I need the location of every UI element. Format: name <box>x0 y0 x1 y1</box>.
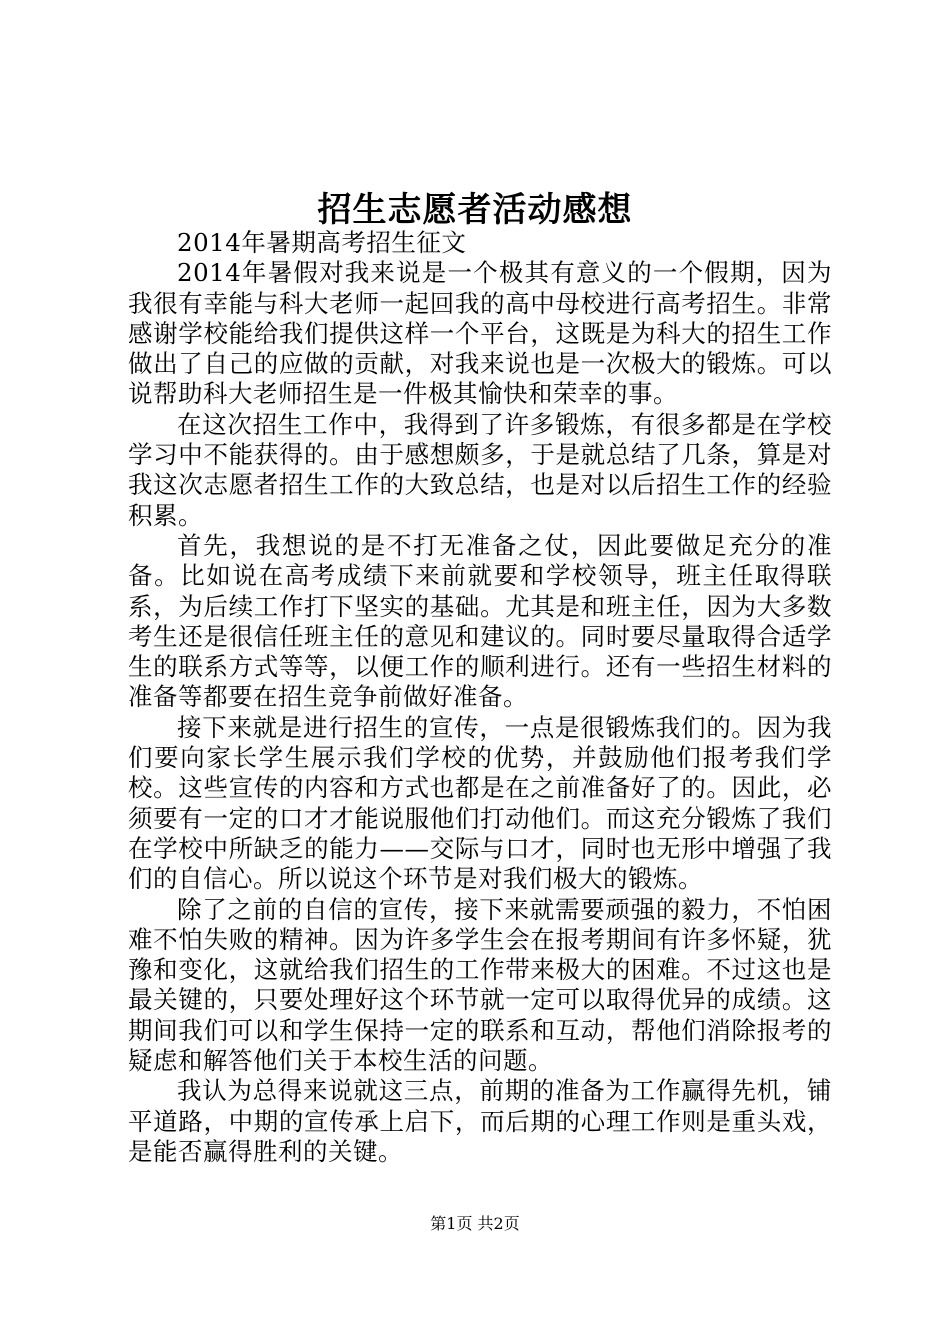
paragraph: 首先，我想说的是不打无准备之仗，因此要做足充分的准备。比如说在高考成绩下来前就要和学校领导，班主任取得联系，为后续工作打下坚实的基础。尤其是和班主任，因为大多数考生还是很信任班主任的意见和建议的。同时要尽量取得合适学生的联系方式等等，以便工作的顺利进行。还有一些招生材料的准备等都要在招生竞争前做好准备。 <box>128 530 832 712</box>
paragraph: 接下来就是进行招生的宣传，一点是很锻炼我们的。因为我们要向家长学生展示我们学校的优势，并鼓励他们报考我们学校。这些宣传的内容和方式也都是在之前准备好了的。因此，必须要有一定的口才才能说服他们打动他们。而这充分锻炼了我们在学校中所缺乏的能力——交际与口才，同时也无形中增强了我们的自信心。所以说这个环节是对我们极大的锻炼。 <box>128 712 832 894</box>
document-title: 招生志愿者活动感想 <box>317 190 633 230</box>
paragraph: 我认为总得来说就这三点，前期的准备为工作赢得先机，铺平道路，中期的宣传承上启下，而后期的心理工作则是重头戏，是能否赢得胜利的关键。 <box>128 1076 832 1166</box>
paragraph: 2014年暑假对我来说是一个极其有意义的一个假期，因为我很有幸能与科大老师一起回我的高中母校进行高考招生。非常感谢学校能给我们提供这样一个平台，这既是为科大的招生工作做出了自己的应做的贡献，对我来说也是一次极大的锻炼。可以说帮助科大老师招生是一件极其愉快和荣幸的事。 <box>128 258 832 409</box>
paragraph: 在这次招生工作中，我得到了许多锻炼，有很多都是在学校学习中不能获得的。由于感想颇多，于是就总结了几条，算是对我这次志愿者招生工作的大致总结，也是对以后招生工作的经验积累。 <box>128 409 832 530</box>
paragraph-subtitle: 2014年暑期高考招生征文 <box>177 228 467 257</box>
page-number-footer: 第1页 共2页 <box>430 1214 520 1233</box>
document-body <box>128 228 832 1167</box>
paragraph: 除了之前的自信的宣传，接下来就需要顽强的毅力，不怕困难不怕失败的精神。因为许多学生会在报考期间有许多怀疑，犹豫和变化，这就给我们招生的工作带来极大的困难。不过这也是最关键的，只要处理好这个环节就一定可以取得优异的成绩。这期间我们可以和学生保持一定的联系和互动，帮他们消除报考的疑虑和解答他们关于本校生活的问题。 <box>128 894 832 1076</box>
